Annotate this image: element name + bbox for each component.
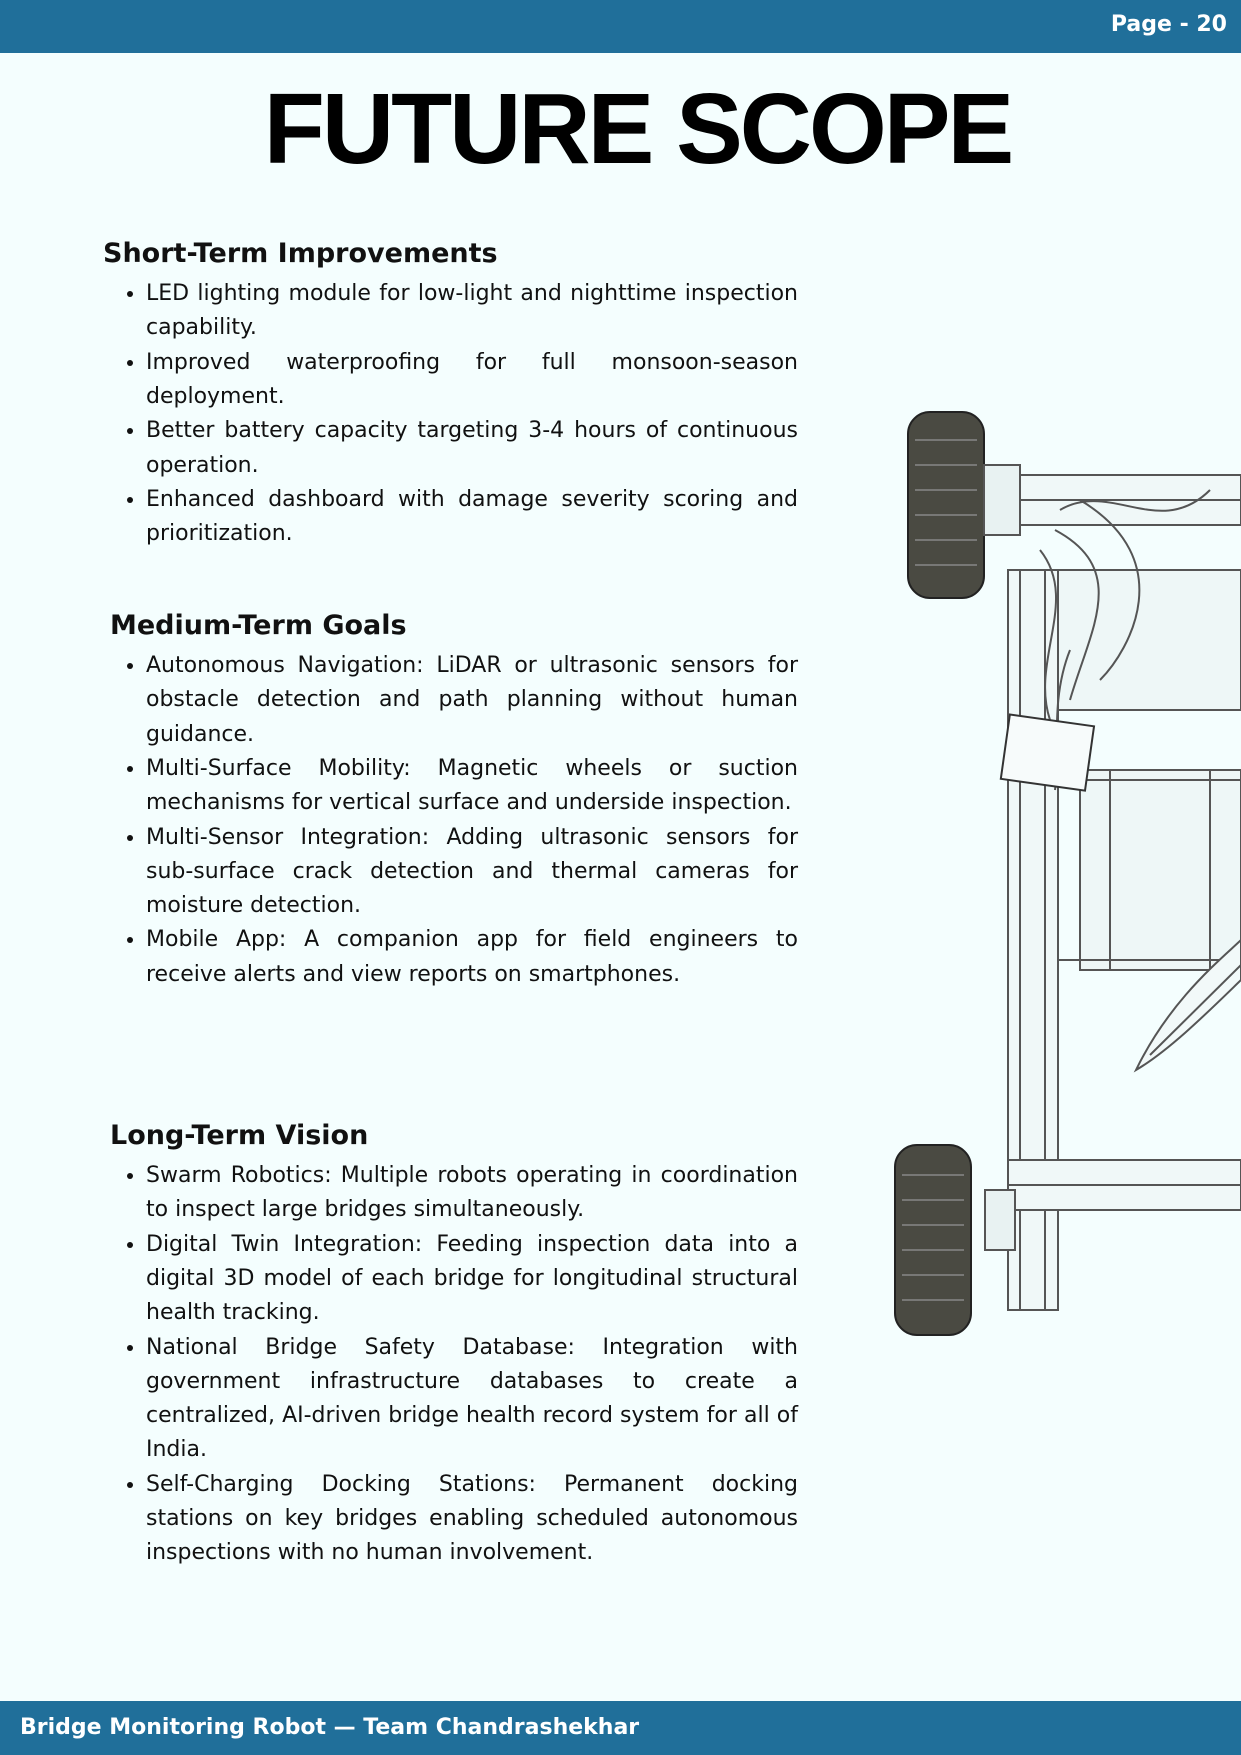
section-heading: Short-Term Improvements — [103, 238, 498, 269]
section-heading: Medium-Term Goals — [110, 610, 407, 641]
robot-wireframe-illustration — [880, 400, 1241, 1350]
footer-bar — [0, 1701, 1241, 1755]
list-item: • Multi-Sensor Integration: Adding ultrasonic sensors for sub-surface crack detection and thermal cameras for moisture detection. — [146, 821, 798, 924]
section-short-term — [103, 236, 798, 551]
list-item: • Improved waterproofing for full monsoon-season deployment. — [146, 346, 798, 415]
list-item: • Enhanced dashboard with damage severity scoring and prioritization. — [146, 483, 798, 552]
list-item: • Digital Twin Integration: Feeding inspection data into a digital 3D model of each bridge for longitudinal structural health tracking. — [146, 1228, 798, 1331]
page-number: Page - 20 — [1110, 12, 1227, 37]
section-medium-term — [110, 608, 798, 992]
bullet-list — [103, 277, 798, 551]
list-item: • Swarm Robotics: Multiple robots operating in coordination to inspect large bridges simultaneously. — [146, 1159, 798, 1228]
footer-text: Bridge Monitoring Robot — Team Chandrashekhar — [20, 1715, 640, 1740]
list-item: • Autonomous Navigation: LiDAR or ultrasonic sensors for obstacle detection and path planning without human guidance. — [146, 649, 798, 752]
list-item: • Better battery capacity targeting 3-4 hours of continuous operation. — [146, 414, 798, 483]
list-item: • LED lighting module for low-light and nighttime inspection capability. — [146, 277, 798, 346]
bullet-list — [110, 649, 798, 992]
list-item: • Mobile App: A companion app for field engineers to receive alerts and view reports on smartphones. — [146, 923, 798, 992]
page-title: FUTURE SCOPE — [263, 73, 1012, 185]
section-heading: Long-Term Vision — [110, 1120, 369, 1151]
list-item: • National Bridge Safety Database: Integration with government infrastructure databases to create a centralized, AI-driven bridge health record system for all of India. — [146, 1331, 798, 1468]
list-item: • Multi-Surface Mobility: Magnetic wheels or suction mechanisms for vertical surface and underside inspection. — [146, 752, 798, 821]
list-item: • Self-Charging Docking Stations: Permanent docking stations on key bridges enabling scheduled autonomous inspections with no human involvement. — [146, 1468, 798, 1571]
section-long-term — [110, 1118, 798, 1571]
header-bar — [0, 0, 1241, 53]
bullet-list — [110, 1159, 798, 1571]
